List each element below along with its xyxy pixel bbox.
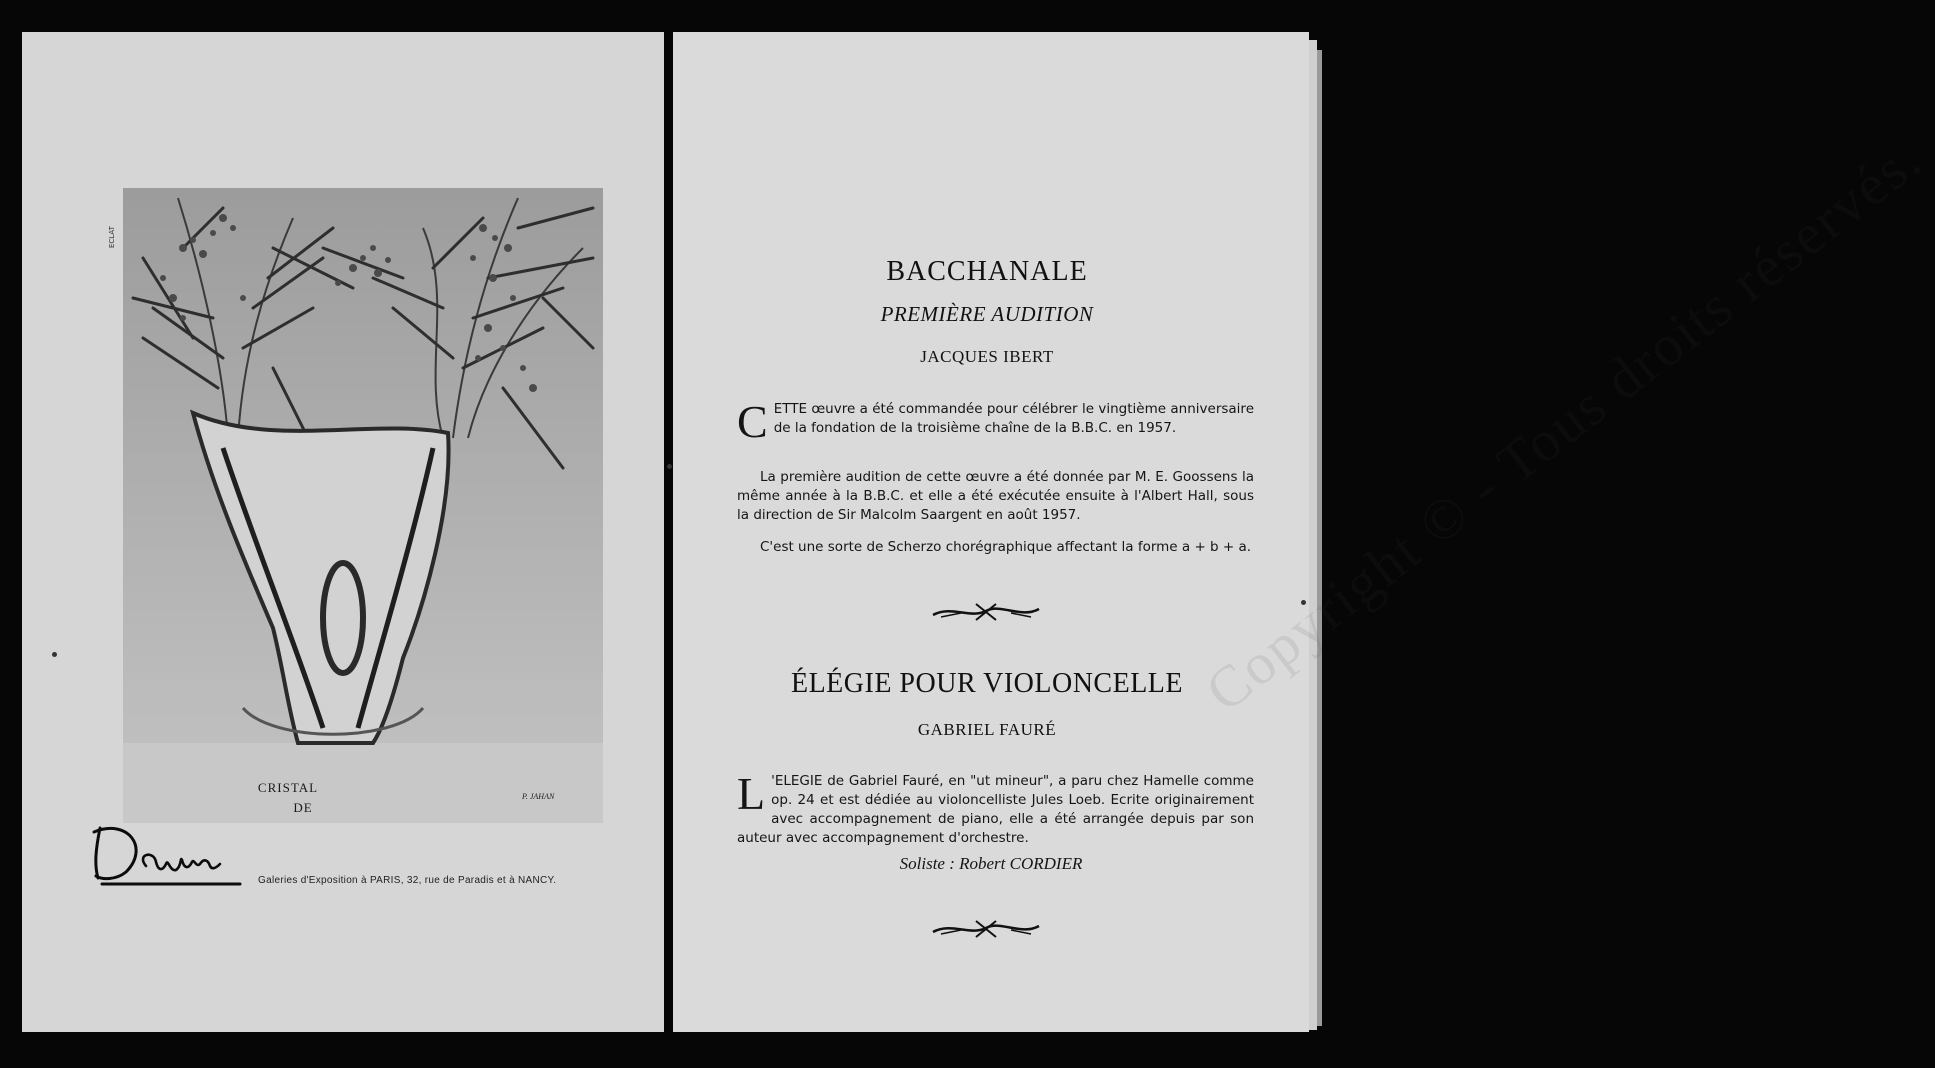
speck-left bbox=[52, 652, 57, 657]
ornament-divider bbox=[931, 601, 1041, 623]
galeries-address: Galeries d'Exposition à PARIS, 32, rue de Paradis et à NANCY. bbox=[258, 875, 557, 886]
soliste-line: Soliste : Robert CORDIER bbox=[899, 854, 1083, 873]
ornament-divider-bottom bbox=[931, 918, 1041, 940]
drop-cap-c: C bbox=[737, 396, 768, 447]
speck bbox=[1301, 600, 1306, 605]
eclat-credit: ECLAT bbox=[108, 226, 116, 248]
left-page bbox=[22, 32, 664, 1032]
copyright-watermark: Copyright © - Tous droits réservés. bbox=[1193, 125, 1934, 725]
binding-hole bbox=[667, 464, 672, 469]
right-page bbox=[673, 32, 1934, 1032]
caption-de: DE bbox=[293, 800, 313, 815]
elegie-title: ÉLÉGIE POUR VIOLONCELLE bbox=[790, 668, 1184, 699]
vase-photo bbox=[123, 188, 603, 823]
caption-cristal: CRISTAL bbox=[257, 780, 319, 795]
daum-logo bbox=[88, 820, 248, 890]
composer-faure: GABRIEL FAURÉ bbox=[917, 720, 1057, 739]
bacchanale-title: BACCHANALE bbox=[886, 256, 1088, 287]
photographer-signature: P. JAHAN bbox=[522, 792, 555, 801]
bacchanale-paragraph-3: C'est une sorte de Scherzo chorégraphique affectant la forme a + b + a. bbox=[760, 539, 1252, 555]
vase-illustration bbox=[123, 188, 603, 823]
composer-ibert: JACQUES IBERT bbox=[920, 347, 1054, 366]
premiere-audition-subtitle: PREMIÈRE AUDITION bbox=[880, 302, 1094, 326]
drop-cap-l: L bbox=[737, 768, 766, 819]
bacchanale-paragraph-2: La première audition de cette œuvre a été donnée par M. E. Goossens la même année à la B.B.C. et elle a été exécutée ensuite à l'Albert Hall, sous la direction de Sir Malcolm Saargent en août 1957. bbox=[737, 469, 1254, 523]
elegie-paragraph: L 'ELEGIE de Gabriel Fauré, en "ut mineur", a paru chez Hamelle comme op. 24 et est dédiée au violoncelliste Jules Loeb. Ecrite originairement avec accompagnement de piano, elle a été arrangée depuis par son auteur avec accompagnement d'orchestre. bbox=[737, 768, 1254, 846]
bacchanale-paragraph-1: CETTE œuvre a été commandée pour célébrer le vingtième anniversaire de la fondation de la troisième chaîne de la B.B.C. en 1957. bbox=[737, 396, 1254, 447]
